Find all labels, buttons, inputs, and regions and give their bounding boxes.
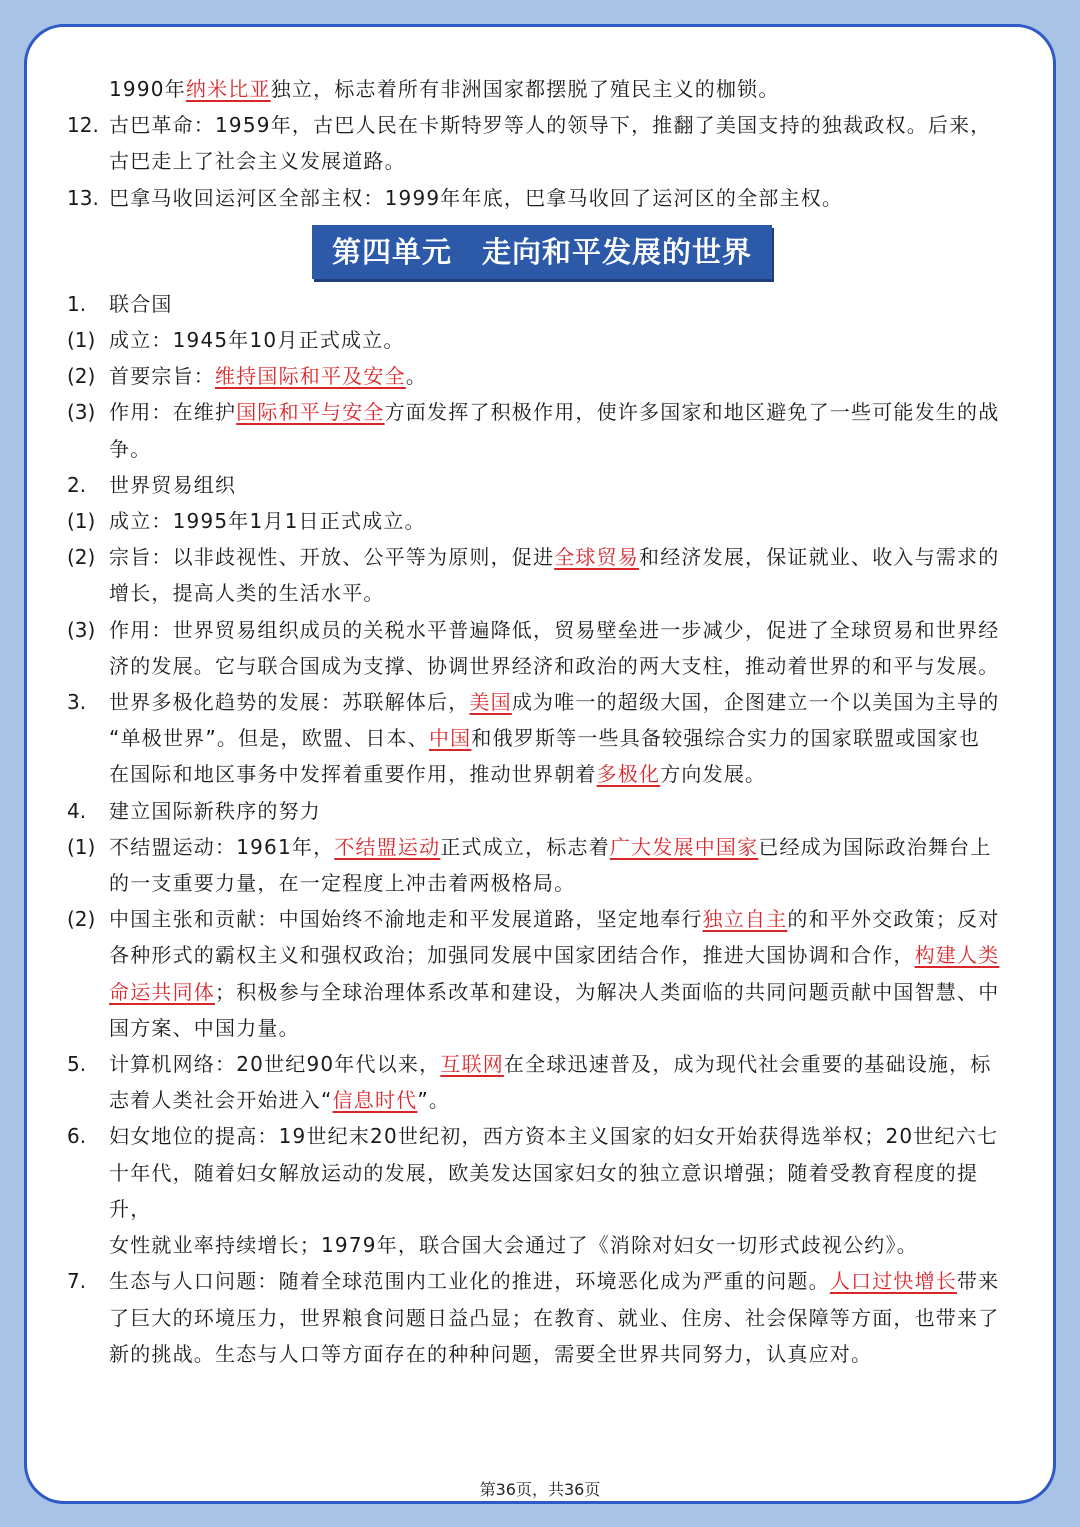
section-4-point-2-cont-2: 命运共同体；积极参与全球治理体系改革和建设，为解决人类面临的共同问题贡献中国智慧、中: [109, 979, 1000, 1004]
section-1-point-2: (2) 首要宗旨：维持国际和平及安全。: [67, 364, 428, 389]
highlight-term: 构建人类: [914, 943, 1000, 968]
page-sheet: [24, 24, 1056, 1504]
highlight-term: 不结盟运动: [334, 834, 441, 859]
item-number: 12.: [67, 113, 99, 138]
section-4-point-2-cont-1: 各种形式的霸权主义和强权政治；加强同发展中国家团结合作，推进大国协调和合作，构建人类: [109, 943, 1000, 968]
highlight-term: 命运共同体: [109, 979, 215, 1004]
section-2-point-1: (1) 成立：1995年1月1日正式成立。: [67, 509, 426, 534]
highlight-term: 人口过快增长: [829, 1269, 958, 1294]
section-2-heading: 2. 世界贸易组织: [67, 472, 237, 497]
section-4-point-1-cont: 的一支重要力量，在一定程度上冲击着两极格局。: [109, 871, 576, 896]
section-1-point-3-cont: 争。: [109, 436, 152, 461]
unit-title: 第四单元 走向和平发展的世界: [312, 225, 772, 279]
section-1-point-3: (3) 作用：在维护国际和平与安全方面发挥了积极作用，使许多国家和地区避免了一些可能发生的战: [67, 400, 1000, 425]
section-2-point-3: (3) 作用：世界贸易组织成员的关税水平普遍降低，贸易壁垒进一步减少，促进了全球贸易和世界经: [67, 617, 1000, 642]
section-7-cont-1: 了巨大的环境压力，世界粮食问题日益凸显；在教育、就业、住房、社会保障等方面，也带来了: [109, 1305, 1000, 1330]
highlight-term: 独立自主: [702, 907, 788, 932]
item-number: 13.: [67, 185, 99, 210]
section-4-point-2: (2) 中国主张和贡献：中国始终不渝地走和平发展道路，坚定地奉行独立自主的和平外交政策；反对: [67, 907, 1000, 932]
list-item-13: 13. 巴拿马收回运河区全部主权：1999年年底，巴拿马收回了运河区的全部主权。: [67, 180, 1017, 216]
section-5-cont: 志着人类社会开始进入“信息时代”。: [109, 1088, 451, 1113]
section-7: 7. 生态与人口问题：随着全球范围内工业化的推进，环境恶化成为严重的问题。人口过快增长带来: [67, 1269, 1000, 1294]
section-6-cont-2: 女性就业率持续增长；1979年，联合国大会通过了《消除对妇女一切形式歧视公约》。: [109, 1233, 918, 1258]
highlight-namibia: 纳米比亚: [185, 77, 271, 101]
section-5: 5. 计算机网络：20世纪90年代以来，互联网在全球迅速普及，成为现代社会重要的基础设施，标: [67, 1052, 992, 1077]
highlight-term: 信息时代: [332, 1088, 418, 1113]
document-body: [67, 71, 1017, 1372]
highlight-term: 全球贸易: [554, 545, 640, 570]
section-2-point-2-cont: 增长，提高人类的生活水平。: [109, 581, 385, 606]
section-2-point-2: (2) 宗旨：以非歧视性、开放、公平等为原则，促进全球贸易和经济发展，保证就业、收入与需求的: [67, 545, 1000, 570]
section-3-cont-1: “单极世界”。但是，欧盟、日本、中国和俄罗斯等一些具备较强综合实力的国家联盟或国家也: [109, 726, 981, 751]
section-6-cont-1: 十年代，随着妇女解放运动的发展，欧美发达国家妇女的独立意识增强；随着受教育程度的提升，: [109, 1160, 979, 1221]
highlight-term: 互联网: [440, 1052, 504, 1077]
section-7-cont-2: 新的挑战。生态与人口等方面存在的种种问题，需要全世界共同努力，认真应对。: [109, 1341, 873, 1366]
highlight-term: 广大发展中国家: [609, 834, 759, 859]
prev-item-tail: 1990年纳米比亚独立，标志着所有非洲国家都摆脱了殖民主义的枷锁。: [109, 77, 780, 101]
list-item-12-cont: 古巴走上了社会主义发展道路。: [109, 149, 406, 174]
section-3-cont-2: 在国际和地区事务中发挥着重要作用，推动世界朝着多极化方向发展。: [109, 762, 767, 787]
section-6: 6. 妇女地位的提高：19世纪末20世纪初，西方资本主义国家的妇女开始获得选举权；20世纪六七: [67, 1124, 999, 1149]
section-1-heading: 1. 联合国: [67, 291, 173, 316]
section-3: 3. 世界多极化趋势的发展：苏联解体后，美国成为唯一的超级大国，企图建立一个以美国为主导的: [67, 690, 1000, 715]
highlight-term: 多极化: [596, 762, 661, 787]
section-4-point-2-cont-3: 国方案、中国力量。: [109, 1015, 300, 1040]
unit-title-wrap: [67, 225, 1017, 279]
highlight-term: 美国: [469, 690, 512, 715]
page-number-footer: 第36页，共36页: [479, 1480, 601, 1499]
section-2-point-3-cont: 济的发展。它与联合国成为支撑、协调世界经济和政治的两大支柱，推动着世界的和平与发展。: [109, 653, 1000, 678]
list-item-12: 12. 古巴革命：1959年，古巴人民在卡斯特罗等人的领导下，推翻了美国支持的独裁政权。后来，: [67, 107, 1017, 143]
section-1-point-1: (1) 成立：1945年10月正式成立。: [67, 328, 405, 353]
highlight-term: 维持国际和平及安全: [215, 364, 406, 389]
highlight-term: 国际和平与安全: [236, 400, 385, 425]
highlight-term: 中国: [428, 726, 472, 751]
section-4-point-1: (1) 不结盟运动：1961年，不结盟运动正式成立，标志着广大发展中国家已经成为国际政治舞台上: [67, 834, 992, 859]
section-4-heading: 4. 建立国际新秩序的努力: [67, 798, 321, 823]
